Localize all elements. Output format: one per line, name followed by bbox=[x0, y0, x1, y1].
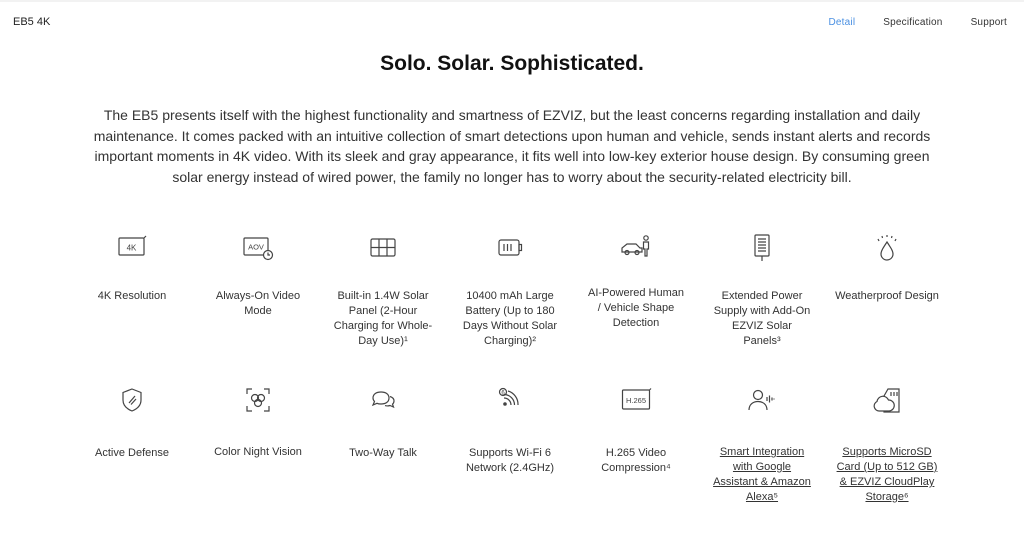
svg-text:6: 6 bbox=[501, 390, 505, 397]
feature-label: AI-Powered Human / Vehicle Shape Detection bbox=[588, 287, 684, 329]
feature-label: Supports Wi-Fi 6 Network (2.4GHz) bbox=[465, 447, 555, 474]
feature-wifi6 bbox=[450, 384, 570, 476]
smart-integration-link[interactable]: Smart Integration with Google Assistant & Amazon Alexa⁵ bbox=[713, 446, 811, 503]
feature-4k-resolution bbox=[72, 232, 192, 304]
product-name: EB5 4K bbox=[13, 16, 51, 28]
aov-icon bbox=[242, 232, 274, 264]
4k-icon bbox=[116, 232, 148, 264]
chat-icon bbox=[367, 384, 399, 416]
h265-icon bbox=[620, 384, 652, 416]
cloud-sd-icon bbox=[871, 384, 903, 416]
storage-link[interactable]: Supports MicroSD Card (Up to 512 GB) & EZVIZ CloudPlay Storage⁶ bbox=[836, 446, 938, 503]
feature-label: 10400 mAh Large Battery (Up to 180 Days Without Solar Charging)² bbox=[462, 290, 558, 347]
feature-label: Weatherproof Design bbox=[835, 290, 939, 302]
feature-two-way-talk bbox=[323, 384, 443, 461]
feature-label: Active Defense bbox=[95, 447, 169, 459]
svg-text:4K: 4K bbox=[126, 243, 137, 253]
feature-label: Always-On Video Mode bbox=[215, 290, 301, 317]
power-supply-icon bbox=[746, 232, 778, 264]
feature-label: Two-Way Talk bbox=[349, 447, 417, 459]
feature-battery bbox=[450, 232, 570, 349]
nav-support-link[interactable]: Support bbox=[970, 17, 1007, 28]
svg-text:AOV: AOV bbox=[248, 242, 264, 252]
feature-label: 4K Resolution bbox=[97, 290, 167, 302]
section-nav bbox=[800, 17, 1007, 28]
feature-smart-integration bbox=[702, 384, 822, 505]
water-drop-icon bbox=[871, 232, 903, 264]
feature-color-night-vision bbox=[198, 384, 318, 460]
svg-text:H.265: H.265 bbox=[625, 396, 647, 405]
page-title: Solo. Solar. Sophisticated. bbox=[380, 52, 644, 75]
feature-always-on-video bbox=[198, 232, 318, 319]
night-vision-icon bbox=[242, 384, 274, 416]
feature-storage bbox=[827, 384, 947, 505]
wifi6-icon bbox=[494, 384, 526, 416]
voice-assistant-icon bbox=[746, 384, 778, 416]
human-vehicle-icon bbox=[620, 232, 652, 264]
feature-active-defense bbox=[72, 384, 192, 461]
feature-label: Extended Power Supply with Add-On EZVIZ Solar Panels³ bbox=[713, 290, 811, 347]
feature-label: Built-in 1.4W Solar Panel (2-Hour Charging for Whole-Day Use)¹ bbox=[333, 290, 433, 347]
feature-extended-power bbox=[702, 232, 822, 349]
feature-label: H.265 Video Compression⁴ bbox=[601, 447, 671, 474]
intro-paragraph: The EB5 presents itself with the highest functionality and smartness of EZVIZ, but the least concerns regarding installation and daily maintenance. It comes packed with an intuitive collection of smart detections upon human and vehicle, sends instant alerts and records important moments in 4K video. With its sleek and gray appearance, it fits well into low-key exterior house design. By consuming green solar energy instead of wired power, the family no longer has to worry about the security-related electricity bill. bbox=[93, 107, 931, 185]
battery-icon bbox=[494, 232, 526, 264]
shield-icon bbox=[116, 384, 148, 416]
feature-solar-panel bbox=[323, 232, 443, 349]
feature-human-vehicle-detection bbox=[576, 232, 696, 331]
nav-specification-link[interactable]: Specification bbox=[883, 17, 943, 28]
feature-weatherproof bbox=[827, 232, 947, 304]
nav-detail-link[interactable]: Detail bbox=[828, 17, 856, 28]
solar-panel-icon bbox=[367, 232, 399, 264]
top-navigation-bar bbox=[0, 0, 1024, 44]
feature-h265 bbox=[576, 384, 696, 476]
feature-label: Color Night Vision bbox=[214, 446, 302, 458]
